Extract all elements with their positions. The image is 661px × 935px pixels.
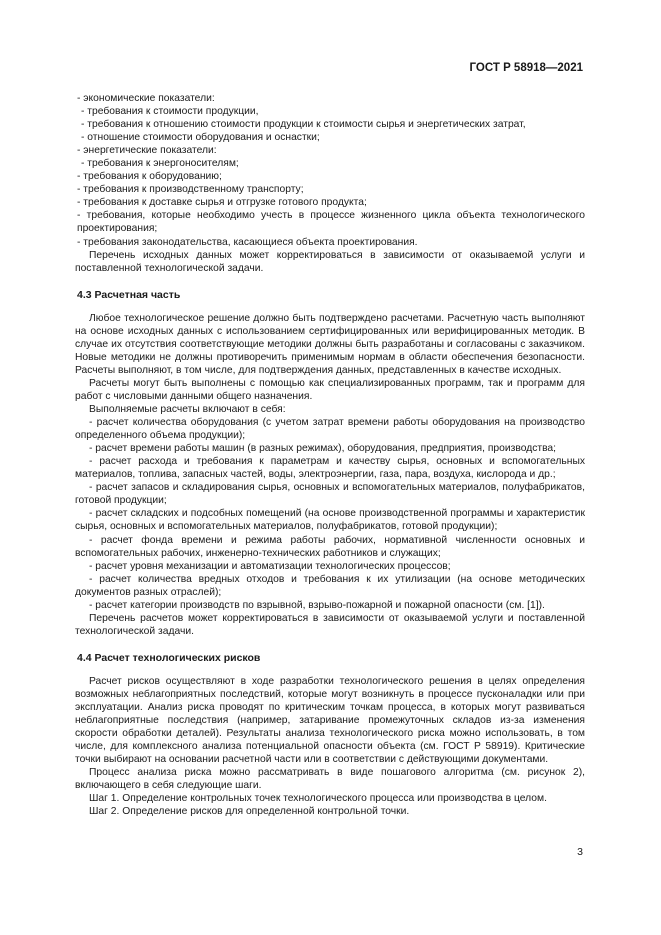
paragraph: Перечень исходных данных может корректироваться в зависимости от оказываемой услуги и поставленной технологической задачи. bbox=[75, 249, 585, 274]
paragraph: Расчеты могут быть выполнены с помощью как специализированных программ, так и программ для работ с числовыми данными общего назначения. bbox=[75, 377, 585, 402]
list-item: - требования к энергоносителям; bbox=[81, 158, 239, 170]
list-item: - расчет запасов и складирования сырья, основных и вспомогательных материалов, полуфабрикатов, готовой продукции; bbox=[75, 482, 585, 507]
list-item: - расчет времени работы машин (в разных режимах), оборудования, предприятия, производства; bbox=[89, 443, 557, 455]
page-number: 3 bbox=[577, 846, 583, 858]
paragraph: Процесс анализа риска можно рассматривать в виде пошагового алгоритма (см. рисунок 2), включающего в себя следующие шаги. bbox=[75, 767, 585, 792]
list-item: - расчет категории производств по взрывной, взрыво-пожарной и пожарной опасности (см. [1]). bbox=[89, 599, 545, 611]
list-item: - требования к оборудованию; bbox=[77, 171, 222, 183]
document-body bbox=[75, 92, 585, 818]
list-item: - требования к доставке сырья и отгрузке готового продукта; bbox=[77, 197, 367, 209]
list-item: - требования к отношению стоимости продукции к стоимости сырья и энергетических затрат, bbox=[81, 119, 526, 131]
list-item: - расчет количества вредных отходов и требования к их утилизации (на основе методических документов разных отраслей); bbox=[75, 573, 585, 598]
list-item: - экономические показатели: bbox=[77, 93, 215, 104]
paragraph: Шаг 1. Определение контрольных точек технологического процесса или производства в целом. bbox=[89, 793, 547, 805]
list-item: - отношение стоимости оборудования и оснастки; bbox=[81, 132, 320, 144]
list-item: - расчет уровня механизации и автоматизации технологических процессов; bbox=[89, 560, 451, 572]
list-item: - требования к стоимости продукции, bbox=[81, 106, 259, 118]
list-item: - энергетические показатели: bbox=[77, 145, 217, 157]
paragraph: Шаг 2. Определение рисков для определенной контрольной точки. bbox=[89, 806, 410, 818]
paragraph: Расчет рисков осуществляют в ходе разработки технологического решения в целях определения возможных неблагоприятных последствий, которые могут возникнуть в процессе пусконаладки или при эксплуатации. Анализ риска проводят по критическим точкам процесса, в которых могут развиваться неблагоприятные последствия (например, затаривание промежуточных складов из-за изменения скорости обработки деталей). Результаты анализа технологического риска можно использовать, в том числе, для комплексного анализа потенциальной опасности объекта (см. ГОСТ Р 58919). Критические точки выбирают на основании расчетной части или в соответствии с действующими документами. bbox=[75, 675, 585, 766]
paragraph: Выполняемые расчеты включают в себя: bbox=[89, 404, 286, 416]
list-item: - расчет фонда времени и режима работы рабочих, нормативной численности основных и вспомогательных рабочих, инженерно-технических работников и служащих; bbox=[75, 534, 585, 559]
list-item: - расчет расхода и требования к параметрам и качеству сырья, основных и вспомогательных материалов, топлива, запасных частей, воды, электроэнергии, газа, пара, воздуха, кислорода и др.; bbox=[75, 456, 585, 481]
section-heading: 4.3 Расчетная часть bbox=[77, 288, 181, 301]
list-item: - требования законодательства, касающиеся объекта проектирования. bbox=[77, 236, 418, 248]
section-heading: 4.4 Расчет технологических рисков bbox=[77, 651, 261, 664]
paragraph: Перечень расчетов может корректироваться в зависимости от оказываемой услуги и поставленной технологической задачи. bbox=[75, 612, 585, 637]
document-code-header: ГОСТ Р 58918—2021 bbox=[469, 62, 583, 74]
list-item: - требования, которые необходимо учесть в процессе жизненного цикла объекта технологического проектирования; bbox=[77, 210, 585, 235]
paragraph: Любое технологическое решение должно быть подтверждено расчетами. Расчетную часть выполняют на основе исходных данных с использованием сертифицированных или верифицированных методик. В случае их отсутствия соответствующие методики должны быть разработаны и согласованы с заказчиком. Новые методики не должны противоречить применимым нормам в области обеспечения безопасности. Расчеты выполняют, в том числе, для подтверждения данных, представленных в качестве исходных. bbox=[75, 312, 585, 376]
list-item: - требования к производственному транспорту; bbox=[77, 184, 304, 196]
list-item: - расчет складских и подсобных помещений (на основе производственной программы и характеристик сырья, основных и вспомогательных материалов, полуфабрикатов, готовой продукции); bbox=[75, 508, 585, 533]
list-item: - расчет количества оборудования (с учетом затрат времени работы оборудования на производство определенного объема продукции); bbox=[75, 417, 585, 442]
